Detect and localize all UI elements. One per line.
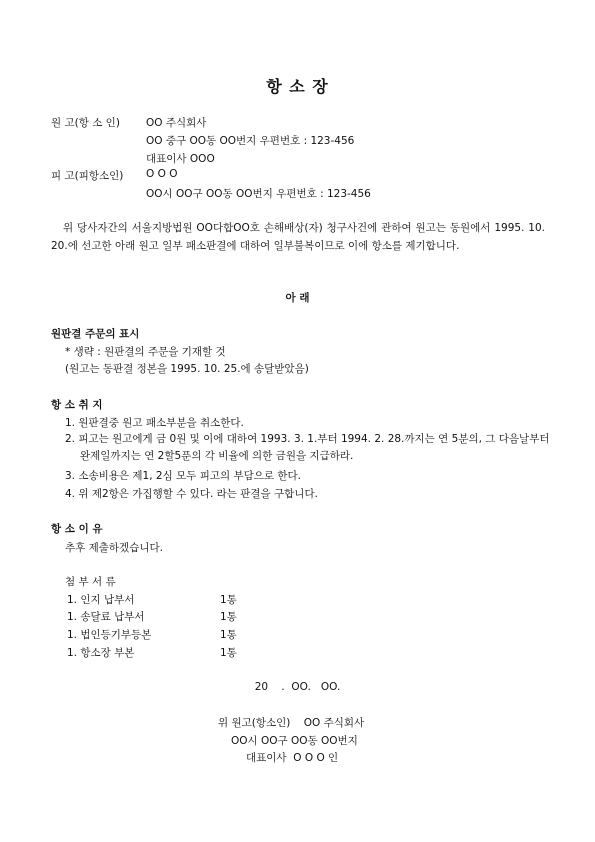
defendant-label: 피 고(피항소인) [51,170,124,182]
plaintiff-name: OO 주식회사 [146,117,207,129]
attachment-qty: 1통 [220,611,237,623]
appeal-reason-text: 추후 제출하겠습니다. [65,542,163,554]
signature-party: 위 원고(항소인) OO 주식회사 [218,717,365,729]
plaintiff-label: 원 고(항 소 인) [51,117,120,129]
appeal-purpose-item: 3. 소송비용은 제1, 2심 모두 피고의 부담으로 한다. [65,470,301,482]
attachment-name: 1. 인지 납부서 [67,594,135,606]
filing-date: 20 . OO. OO. [254,681,341,693]
plaintiff-representative: 대표이사 OOO [146,153,215,165]
attachment-qty: 1통 [220,647,237,659]
defendant-address: OO시 OO구 OO동 OO번지 우편번호 : 123-456 [146,188,371,200]
original-judgment-heading: 원판결 주문의 표시 [51,328,140,340]
appeal-purpose-item: 4. 위 제2항은 가집행할 수 있다. 라는 판결을 구합니다. [65,488,318,500]
attachment-name: 1. 법인등기부등본 [67,629,152,641]
appeal-purpose-item: 1. 원판결중 원고 패소부분을 취소한다. [65,417,244,429]
appeal-reason-heading: 항 소 이 유 [51,523,103,535]
intro-paragraph: 위 당사자간의 서울지방법원 OO다합OO호 손해배상(자) 청구사건에 관하여 원고는 동원에서 1995. 10. 20.에 선고한 아래 원고 일부 패소판결에 대하여 일부불복이므로 이에 항소를 제기합니다. [51,222,545,252]
attachments-heading: 첨 부 서 류 [65,576,116,588]
below-heading: 아 래 [285,292,310,304]
original-judgment-line: (원고는 동판결 정본을 1995. 10. 25.에 송달받았음) [65,363,309,375]
document-title: 항 소 장 [266,77,329,96]
attachment-name: 1. 항소장 부본 [67,647,135,659]
plaintiff-address: OO 중구 OO동 OO번지 우편번호 : 123-456 [146,135,355,147]
appeal-purpose-item: 2. 피고는 원고에게 금 0원 및 이에 대하여 1993. 3. 1.부터 1994. 2. 28.까지는 연 5분의, 그 다음날부터 완제일까지는 연 2할5푼의 각 비율에 의한 금원을 지급하라. [65,433,550,462]
original-judgment-line: * 생략 : 원판결의 주문을 기재할 것 [65,346,226,358]
attachment-name: 1. 송달료 납부서 [67,611,145,623]
signature-address: OO시 OO구 OO동 OO번지 [231,735,358,747]
appeal-purpose-heading: 항 소 취 지 [51,399,103,411]
attachment-qty: 1통 [220,629,237,641]
attachment-qty: 1통 [220,594,237,606]
signature-representative: 대표이사 O O O 인 [246,752,339,764]
defendant-name: O O O [146,168,178,180]
